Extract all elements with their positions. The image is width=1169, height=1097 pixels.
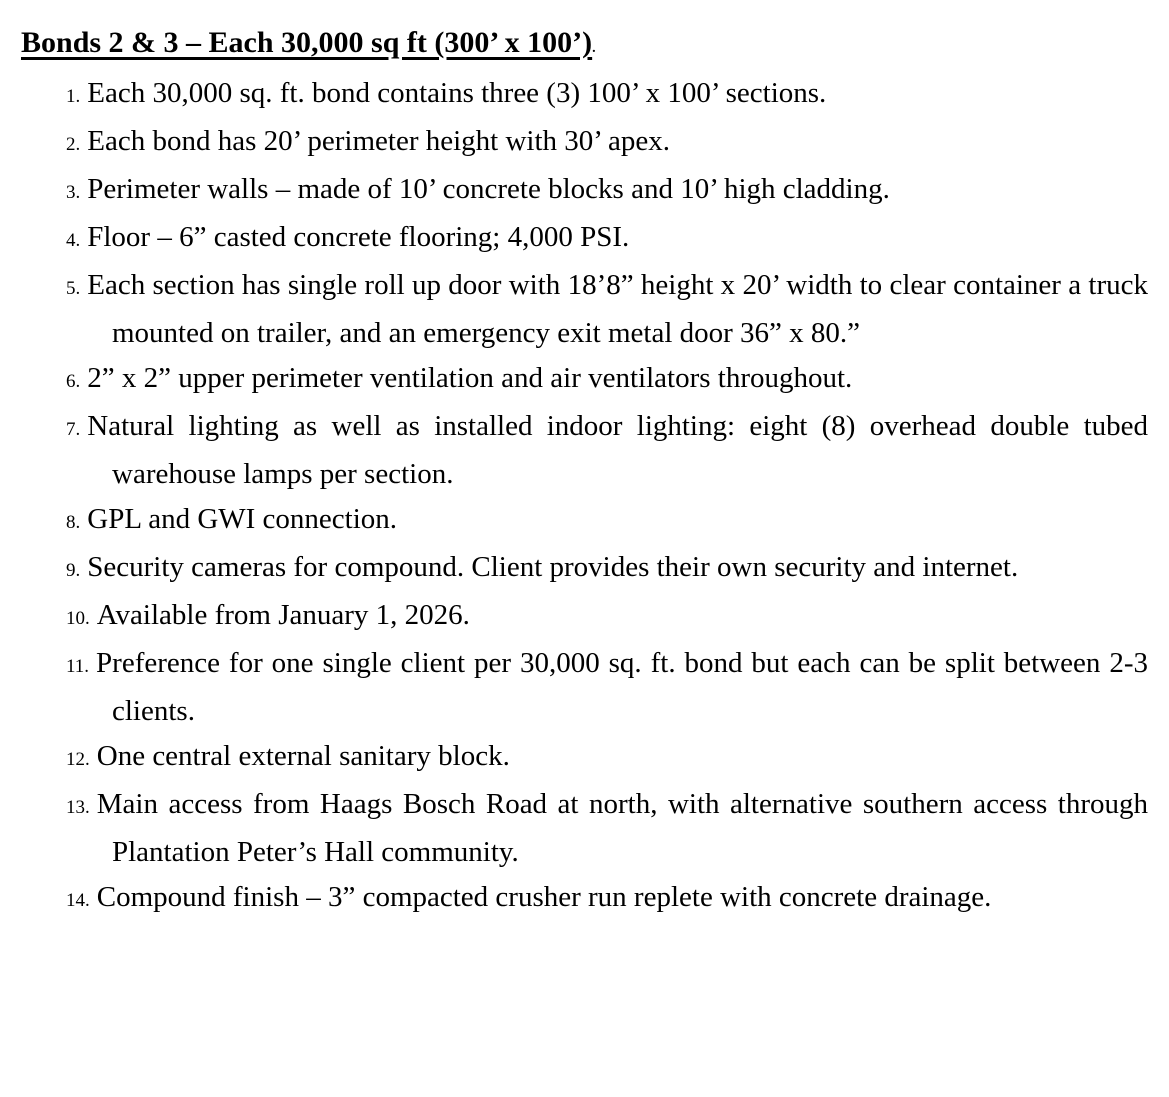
- list-item-text: Floor – 6” casted concrete flooring; 4,000 PSI.: [87, 221, 630, 253]
- list-item-number: 14.: [66, 890, 90, 911]
- list-item: [66, 545, 1148, 593]
- list-item-text: Each bond has 20’ perimeter height with 30’ apex.: [87, 125, 671, 157]
- list-item: [66, 215, 1148, 263]
- list-item: [66, 71, 1148, 119]
- list-item-number: 7.: [66, 419, 81, 440]
- list-item-number: 11.: [66, 656, 90, 677]
- list-item-text: Each section has single roll up door with 18’8” height x 20’ width to clear container a truck mounted on trailer, and an emergency exit metal door 36” x 80.”: [87, 269, 1148, 349]
- list-item-text: Each 30,000 sq. ft. bond contains three (3) 100’ x 100’ sections.: [87, 77, 827, 109]
- list-item-number: 13.: [66, 797, 90, 818]
- list-item-number: 6.: [66, 371, 81, 392]
- list-item-number: 5.: [66, 278, 81, 299]
- list-item-text: GPL and GWI connection.: [87, 503, 398, 535]
- list-item-text: 2” x 2” upper perimeter ventilation and air ventilators throughout.: [87, 362, 853, 394]
- list-item: [66, 734, 1148, 782]
- list-item: [66, 167, 1148, 215]
- list-item: [66, 782, 1148, 875]
- list-item-text: Main access from Haags Bosch Road at north, with alternative southern access through Plantation Peter’s Hall community.: [96, 788, 1148, 868]
- list-item-number: 2.: [66, 134, 81, 155]
- list-item-text: Perimeter walls – made of 10’ concrete blocks and 10’ high cladding.: [87, 173, 890, 205]
- list-item: [66, 875, 1148, 923]
- list-item-number: 3.: [66, 182, 81, 203]
- list-item-number: 8.: [66, 512, 81, 533]
- page-title-trailing-period: .: [592, 41, 596, 56]
- list-item: [66, 263, 1148, 356]
- list-item: [66, 497, 1148, 545]
- list-item: [66, 119, 1148, 167]
- list-item-number: 10.: [66, 608, 90, 629]
- list-item-text: Natural lighting as well as installed indoor lighting: eight (8) overhead double tubed warehouse lamps per section.: [87, 410, 1148, 490]
- list-item-text: Preference for one single client per 30,000 sq. ft. bond but each can be split between 2-3 clients.: [96, 647, 1148, 727]
- list-item-number: 12.: [66, 749, 90, 770]
- list-item-text: Available from January 1, 2026.: [96, 599, 470, 631]
- page-title-text: Bonds 2 & 3 – Each 30,000 sq ft (300’ x 100’): [21, 26, 593, 59]
- list-item-number: 4.: [66, 230, 81, 251]
- list-item: [66, 593, 1148, 641]
- page-title: [21, 20, 1148, 71]
- list-item-number: 1.: [66, 86, 81, 107]
- list-item-text: Security cameras for compound. Client provides their own security and internet.: [87, 551, 1019, 583]
- list-item: [66, 641, 1148, 734]
- list-item: [66, 404, 1148, 497]
- list-item-number: 9.: [66, 560, 81, 581]
- list-item-text: One central external sanitary block.: [96, 740, 510, 772]
- list-item: [66, 356, 1148, 404]
- list-item-text: Compound finish – 3” compacted crusher run replete with concrete drainage.: [96, 881, 992, 913]
- spec-list: [21, 71, 1148, 923]
